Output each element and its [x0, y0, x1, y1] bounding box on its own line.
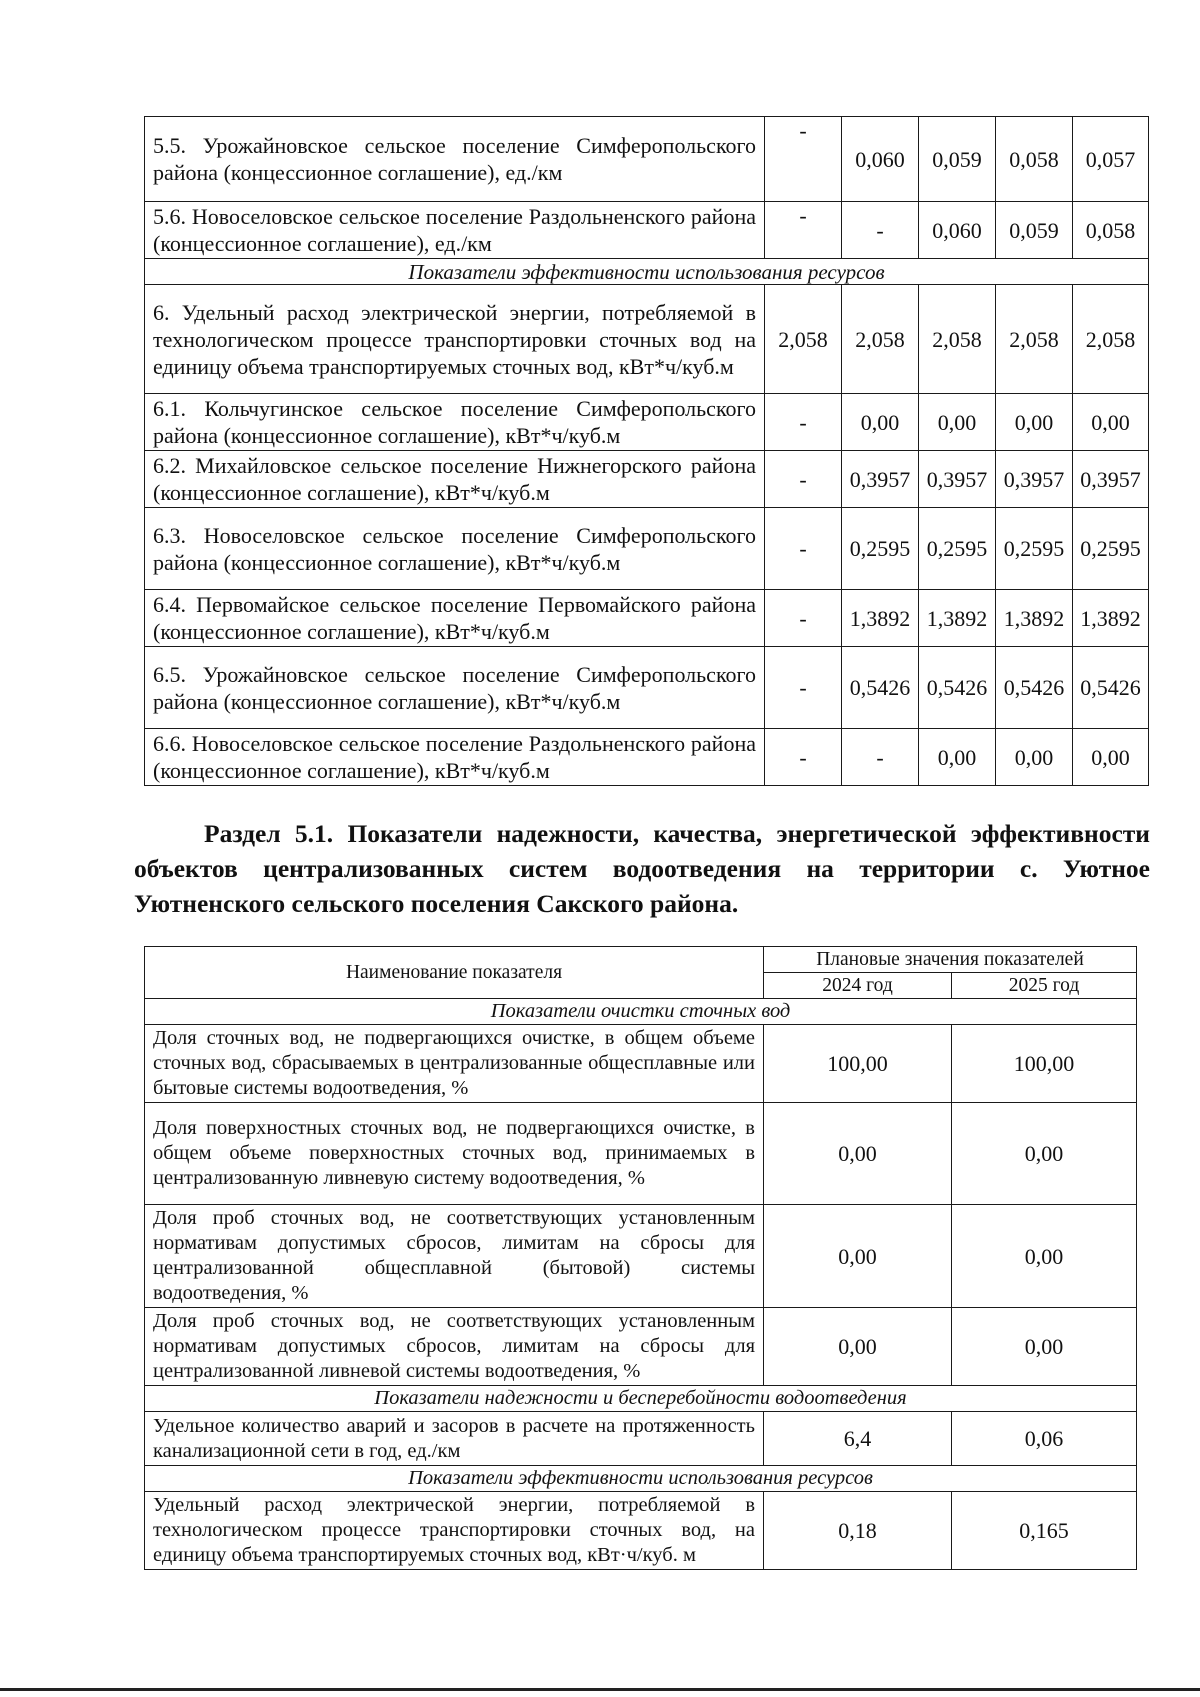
indicator-name: Доля проб сточных вод, не соответствующих установленным нормативам допустимых сбросов, лимитам на сбросы для централизованной ливневой системы водоотведения, % [145, 1308, 764, 1386]
indicator-value: 0,2595 [1073, 508, 1149, 590]
section-heading [134, 816, 1150, 921]
indicator-value: - [765, 647, 842, 729]
indicator-value: 2,058 [919, 285, 996, 394]
indicator-value: 0,00 [764, 1103, 952, 1205]
table-row [145, 1103, 1137, 1205]
indicator-name: 6.4. Первомайское сельское поселение Первомайского района (концессионное соглашение), кВт*ч/куб.м [145, 590, 765, 647]
indicator-value: 0,5426 [996, 647, 1073, 729]
indicator-value: 0,00 [919, 729, 996, 786]
table-row [145, 285, 1149, 394]
table-section-row [145, 999, 1137, 1025]
table-row [145, 647, 1149, 729]
indicator-value: 0,3957 [842, 451, 919, 508]
indicator-value: 1,3892 [996, 590, 1073, 647]
indicator-name: 6. Удельный расход электрической энергии, потребляемой в технологическом процессе транспортировки сточных вод на единицу объема транспортируемых сточных вод, кВт*ч/куб.м [145, 285, 765, 394]
table-row [145, 394, 1149, 451]
indicator-name: 6.6. Новоселовское сельское поселение Раздольненского района (концессионное соглашение), кВт*ч/куб.м [145, 729, 765, 786]
table-row [145, 1412, 1137, 1466]
indicators-table-continued [144, 116, 1149, 786]
indicator-name: Удельный расход электрической энергии, потребляемой в технологическом процессе транспортировки сточных вод, на единицу объема транспортируемых сточных вод, кВт·ч/куб. м [145, 1492, 764, 1570]
section-subheading: Показатели эффективности использования ресурсов [145, 1466, 1137, 1492]
table-row [145, 117, 1149, 202]
indicator-value: 100,00 [952, 1025, 1137, 1103]
section-heading-text: Раздел 5.1. Показатели надежности, качества, энергетической эффективности объектов централизованных систем водоотведения на территории с. Уютное Уютненского сельского поселения Сакского района. [134, 819, 1150, 918]
indicator-value: 2,058 [1073, 285, 1149, 394]
indicator-value: 0,057 [1073, 117, 1149, 202]
column-header-planned: Плановые значения показателей [764, 947, 1137, 973]
indicator-value: 0,00 [764, 1308, 952, 1386]
column-header-year: 2024 год [764, 973, 952, 999]
indicator-value: - [765, 202, 842, 259]
indicator-value: 6,4 [764, 1412, 952, 1466]
table-row [145, 1025, 1137, 1103]
table-row [145, 451, 1149, 508]
indicator-value: 0,00 [842, 394, 919, 451]
page-bottom-rule [0, 1688, 1200, 1691]
indicator-value: 1,3892 [919, 590, 996, 647]
table-header-row [145, 947, 1137, 973]
indicator-value: 0,00 [996, 729, 1073, 786]
table-row [145, 729, 1149, 786]
indicator-value: - [765, 394, 842, 451]
indicator-name: 6.5. Урожайновское сельское поселение Симферопольского района (концессионное соглашение), кВт*ч/куб.м [145, 647, 765, 729]
indicator-name: Удельное количество аварий и засоров в расчете на протяженность канализационной сети в год, ед./км [145, 1412, 764, 1466]
indicator-value: 2,058 [842, 285, 919, 394]
indicator-value: 0,165 [952, 1492, 1137, 1570]
indicator-value: 0,2595 [996, 508, 1073, 590]
indicator-value: 0,2595 [919, 508, 996, 590]
table-row [145, 202, 1149, 259]
indicator-value: 100,00 [764, 1025, 952, 1103]
indicator-name: Доля проб сточных вод, не соответствующих установленным нормативам допустимых сбросов, лимитам на сбросы для централизованной общесплавной (бытовой) системы водоотведения, % [145, 1205, 764, 1308]
table-row [145, 1308, 1137, 1386]
indicator-name: 6.1. Кольчугинское сельское поселение Симферопольского района (концессионное соглашение), кВт*ч/куб.м [145, 394, 765, 451]
indicator-value: 0,5426 [1073, 647, 1149, 729]
indicator-value: 0,2595 [842, 508, 919, 590]
indicator-value: 0,00 [1073, 394, 1149, 451]
table-row [145, 508, 1149, 590]
indicator-value: 0,059 [919, 117, 996, 202]
indicator-name: Доля сточных вод, не подвергающихся очистке, в общем объеме сточных вод, сбрасываемых в централизованные общесплавные или бытовые системы водоотведения, % [145, 1025, 764, 1103]
table-section-row [145, 259, 1149, 285]
indicator-value: - [842, 729, 919, 786]
indicator-value: 0,00 [952, 1205, 1137, 1308]
indicator-value: 0,00 [996, 394, 1073, 451]
indicator-value: 1,3892 [842, 590, 919, 647]
indicator-value: - [765, 729, 842, 786]
indicator-value: 2,058 [765, 285, 842, 394]
indicator-value: 2,058 [996, 285, 1073, 394]
indicator-value: 0,00 [764, 1205, 952, 1308]
table-row [145, 590, 1149, 647]
section-subheading: Показатели очистки сточных вод [145, 999, 1137, 1025]
table-row [145, 1205, 1137, 1308]
indicator-value: 0,059 [996, 202, 1073, 259]
indicator-value: 0,5426 [842, 647, 919, 729]
indicator-value: - [765, 117, 842, 202]
indicators-table-uyutnoe [144, 946, 1137, 1570]
table-section-row [145, 1386, 1137, 1412]
indicator-value: 0,060 [919, 202, 996, 259]
indicator-name: 5.6. Новоселовское сельское поселение Раздольненского района (концессионное соглашение), ед./км [145, 202, 765, 259]
indicator-value: - [765, 451, 842, 508]
section-subheading: Показатели эффективности использования ресурсов [145, 259, 1149, 285]
indicator-name: 6.3. Новоселовское сельское поселение Симферопольского района (концессионное соглашение), кВт*ч/куб.м [145, 508, 765, 590]
column-header-name: Наименование показателя [145, 947, 764, 999]
column-header-year: 2025 год [952, 973, 1137, 999]
indicator-value: 0,060 [842, 117, 919, 202]
indicator-value: 0,00 [952, 1308, 1137, 1386]
indicator-value: 0,058 [996, 117, 1073, 202]
indicator-value: 0,058 [1073, 202, 1149, 259]
indicator-name: 5.5. Урожайновское сельское поселение Симферопольского района (концессионное соглашение), ед./км [145, 117, 765, 202]
indicator-value: - [765, 590, 842, 647]
indicator-value: 0,00 [919, 394, 996, 451]
indicator-name: 6.2. Михайловское сельское поселение Нижнегорского района (концессионное соглашение), кВт*ч/куб.м [145, 451, 765, 508]
indicator-value: 0,06 [952, 1412, 1137, 1466]
indicator-value: - [842, 202, 919, 259]
indicator-value: 1,3892 [1073, 590, 1149, 647]
indicator-name: Доля поверхностных сточных вод, не подвергающихся очистке, в общем объеме поверхностных сточных вод, принимаемых в централизованную ливневую систему водоотведения, % [145, 1103, 764, 1205]
indicator-value: 0,00 [952, 1103, 1137, 1205]
table-section-row [145, 1466, 1137, 1492]
indicator-value: 0,18 [764, 1492, 952, 1570]
indicator-value: - [765, 508, 842, 590]
indicator-value: 0,5426 [919, 647, 996, 729]
indicator-value: 0,3957 [996, 451, 1073, 508]
indicator-value: 0,3957 [1073, 451, 1149, 508]
section-subheading: Показатели надежности и бесперебойности водоотведения [145, 1386, 1137, 1412]
indicator-value: 0,00 [1073, 729, 1149, 786]
table-row [145, 1492, 1137, 1570]
indicator-value: 0,3957 [919, 451, 996, 508]
